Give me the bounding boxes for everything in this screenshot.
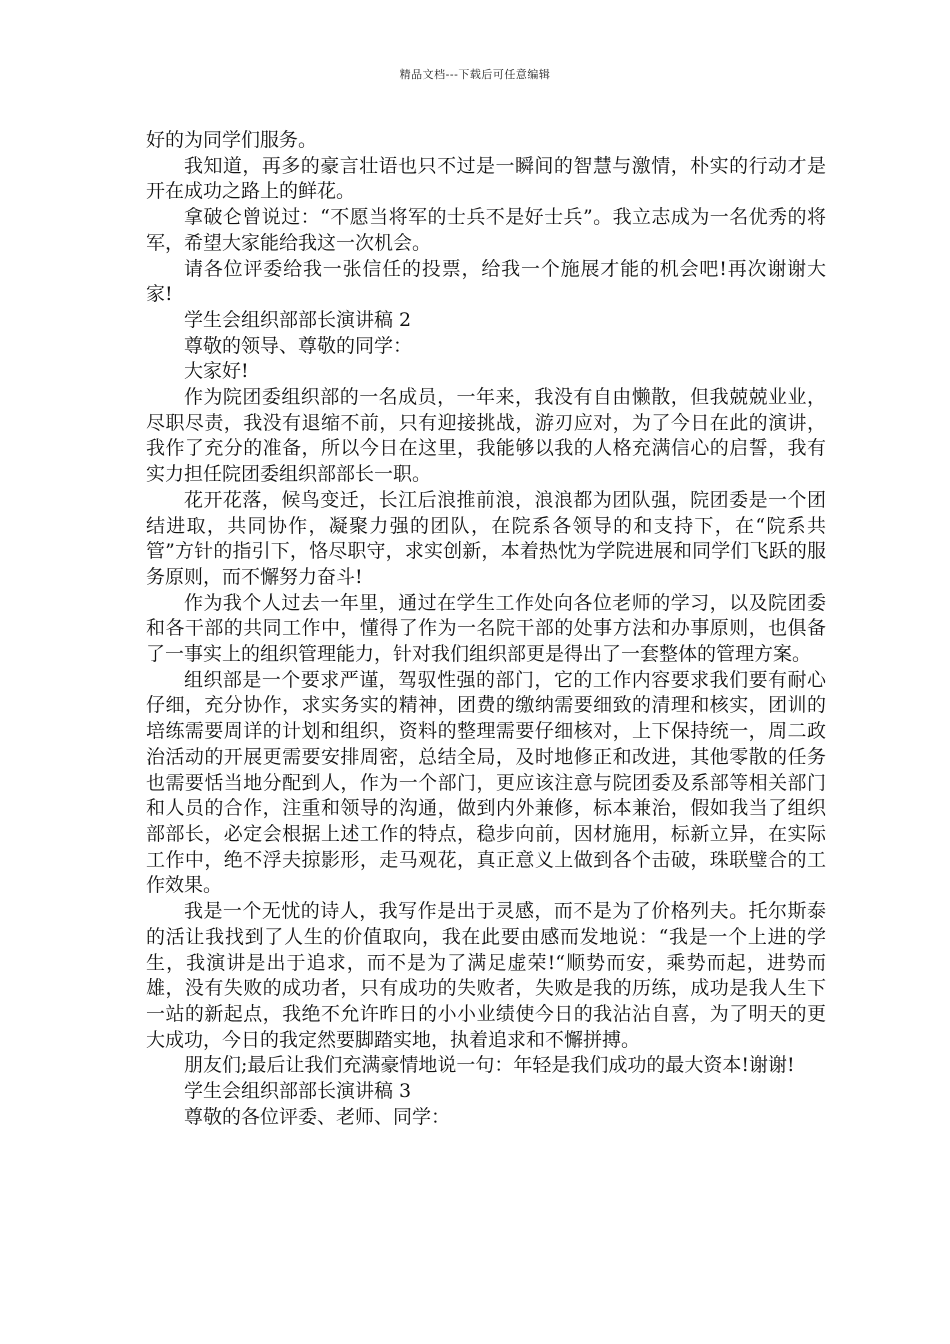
paragraph: 好的为同学们服务。 (146, 129, 318, 151)
paragraph: 组织部是一个要求严谨，驾驭性强的部门，它的工作内容要求我们要有耐心仔细，充分协作，求实务实的精神，团费的缴纳需要细致的清理和核实，团训的培练需要周详的计划和组织，资料的整理需要仔细核对，上下保持统一，周二政治活动的开展更需要安排周密，总结全局，及时地修正和改进，其他零散的任务也需要恬当地分配到人，作为一个部门，更应该注意与院团委及系部等相关部门和人员的合作，注重和领导的沟通，做到内外兼修，标本兼治，假如我当了组织部部长，必定会根据上述工作的特点，稳步向前，因材施用，标新立异，在实际工作中，绝不浮夫掠影形，走马观花，真正意义上做到各个击破，珠联璧合的工作效果。 (146, 668, 826, 897)
paragraph: 请各位评委给我一张信任的投票，给我一个施展才能的机会吧!再次谢谢大家! (146, 257, 826, 306)
paragraph: 朋友们;最后让我们充满豪情地说一句：年轻是我们成功的最大资本!谢谢! (184, 1054, 795, 1077)
section-title: 学生会组织部部长演讲稿 3 (184, 1080, 412, 1103)
salutation: 尊敬的各位评委、老师、同学： (184, 1105, 451, 1128)
paragraph: 拿破仑曾说过：“不愿当将军的士兵不是好士兵”。我立志成为一名优秀的将军，希望大家能给我这一次机会。 (146, 206, 826, 254)
paragraph: 作为院团委组织部的一名成员，一年来，我没有自由懒散，但我兢兢业业，尽职尽责，我没有退缩不前，只有迎接挑战，游刃应对，为了今日在此的演讲，我作了充分的准备，所以今日在这里，我能够以我的人格充满信心的启誓，我有实力担任院团委组织部部长一职。 (146, 386, 826, 486)
section-title: 学生会组织部部长演讲稿 2 (184, 308, 412, 331)
paragraph: 作为我个人过去一年里，通过在学生工作处向各位老师的学习，以及院团委和各干部的共同工作中，懂得了作为一名院干部的处事方法和办事原则，也俱备了一事实上的组织管理能力，针对我们组织部更是得出了一套整体的管理方案。 (146, 591, 826, 666)
paragraph: 花开花落，候鸟变迁，长江后浪推前浪，浪浪都为团队强，院团委是一个团结进取，共同协作，凝聚力强的团队，在院系各领导的和支持下，在“院系共管”方针的指引下，恪尽职守，求实创新，本着热忱为学院进展和同学们飞跃的服务原则，而不懈努力奋斗! (146, 488, 826, 588)
page-header: 精品文档---下载后可任意编辑 (399, 68, 551, 81)
salutation: 尊敬的领导、尊敬的同学： (184, 334, 413, 357)
document-body (146, 128, 826, 1130)
greeting: 大家好! (184, 360, 249, 383)
paragraph: 我知道，再多的豪言壮语也只不过是一瞬间的智慧与激情，朴实的行动才是开在成功之路上的鲜花。 (146, 154, 826, 203)
paragraph: 我是一个无忧的诗人，我写作是出于灵感，而不是为了价格列夫。托尔斯泰的活让我找到了人生的价值取向，我在此要由感而发地说：“我是一个上进的学生，我演讲是出于追求，而不是为了满足虚荣!“顺势而安，乘势而起，进势而雄，没有失败的成功者，只有成功的失败者，失败是我的历练，成功是我人生下一站的新起点，我绝不允许昨日的小小业绩使今日的我沾沾自喜，为了明天的更大成功，今日的我定然要脚踏实地，执着追求和不懈拼搏。 (146, 900, 826, 1051)
